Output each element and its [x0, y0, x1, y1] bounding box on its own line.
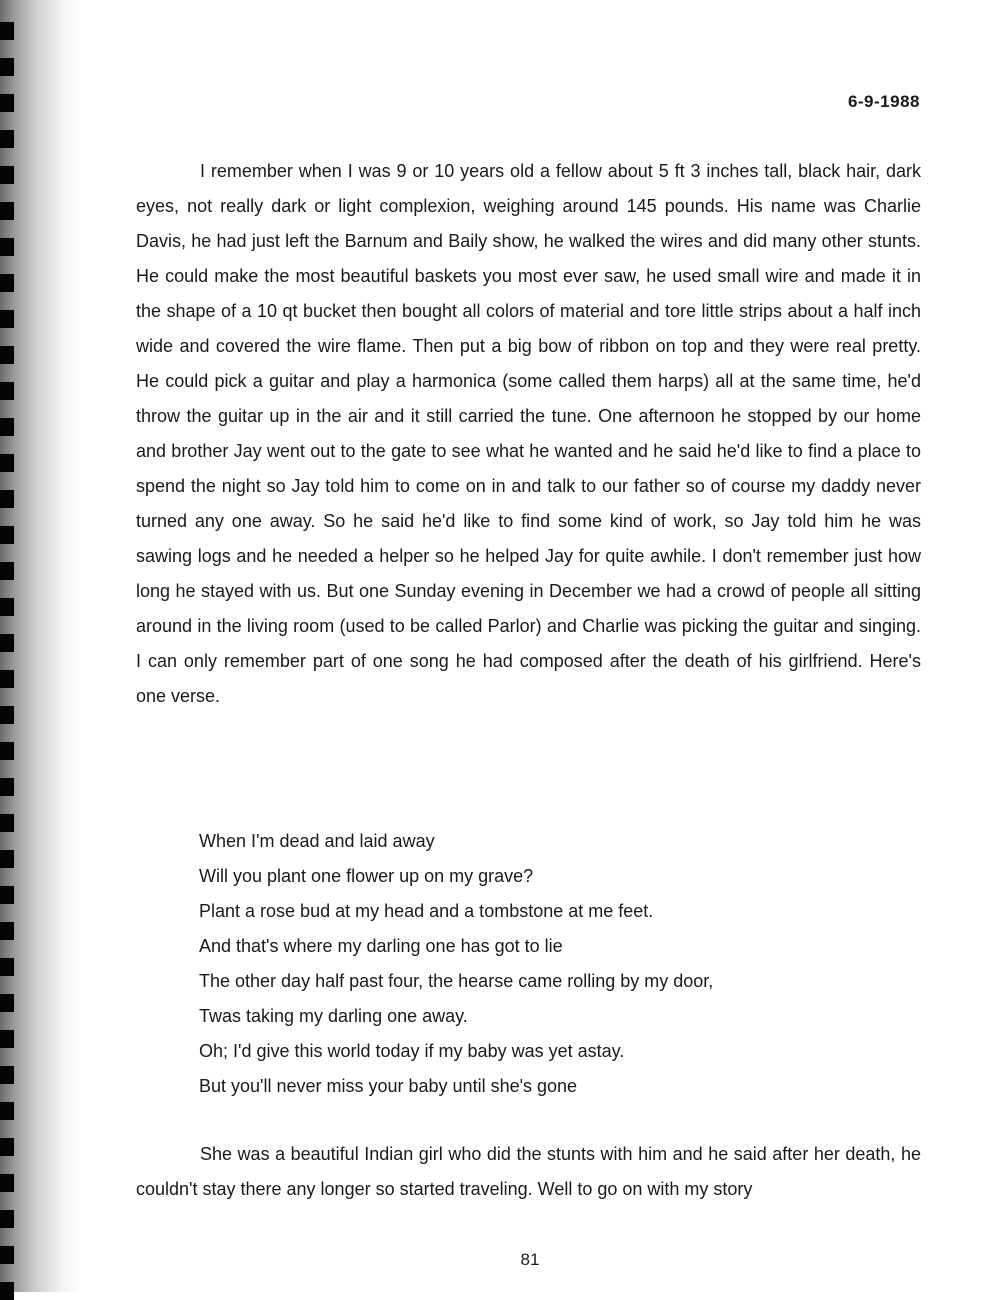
binding-hole	[0, 274, 14, 292]
verse-line: And that's where my darling one has got to lie	[199, 936, 563, 956]
binding-hole	[0, 1282, 14, 1300]
binding-hole	[0, 526, 14, 544]
binding-hole	[0, 562, 14, 580]
binding-hole	[0, 454, 14, 472]
binding-hole	[0, 202, 14, 220]
binding-hole	[0, 1210, 14, 1228]
binding-hole	[0, 814, 14, 832]
binding-hole	[0, 58, 14, 76]
binding-hole	[0, 598, 14, 616]
verse-line: Plant a rose bud at my head and a tombstone at me feet.	[199, 901, 654, 921]
binding-hole	[0, 490, 14, 508]
binding-hole	[0, 1138, 14, 1156]
binding-hole	[0, 850, 14, 868]
binding-hole	[0, 958, 14, 976]
binding-hole	[0, 166, 14, 184]
binding-hole	[0, 1102, 14, 1120]
page-date: 6-9-1988	[847, 92, 920, 111]
binding-hole	[0, 310, 14, 328]
binding-hole	[0, 634, 14, 652]
binding-hole	[0, 706, 14, 724]
verse-line: Will you plant one flower up on my grave?	[199, 866, 534, 886]
spiral-binding-edge	[0, 0, 80, 1292]
binding-hole	[0, 346, 14, 364]
binding-hole	[0, 922, 14, 940]
binding-hole	[0, 130, 14, 148]
binding-hole	[0, 886, 14, 904]
binding-hole	[0, 1174, 14, 1192]
binding-hole	[0, 1030, 14, 1048]
binding-hole	[0, 94, 14, 112]
verse-line: The other day half past four, the hearse came rolling by my door,	[199, 971, 714, 991]
binding-hole	[0, 994, 14, 1012]
paragraph-2: She was a beautiful Indian girl who did the stunts with him and he said after her death, he couldn't stay there any longer so started traveling. Well to go on with my story	[136, 1144, 921, 1199]
paragraph-1: I remember when I was 9 or 10 years old a fellow about 5 ft 3 inches tall, black hair, dark eyes, not really dark or light complexion, weighing around 145 pounds. His name was Charlie Davis, he had just left the Barnum and Baily show, he walked the wires and did many other stunts. He could make the most beautiful baskets you most ever saw, he used small wire and made it in the shape of a 10 qt bucket then bought all colors of material and tore little strips about a half inch wide and covered the wire flame. Then put a big bow of ribbon on top and they were real pretty. He could pick a guitar and play a harmonica (some called them harps) all at the same time, he'd throw the guitar up in the air and it still carried the tune. One afternoon he stopped by our home and brother Jay went out to the gate to see what he wanted and he said he'd like to find a place to spend the night so Jay told him to come on in and talk to our father so of course my daddy never turned any one away. So he said he'd like to find some kind of work, so Jay told him he was sawing logs and he needed a helper so he helped Jay for quite awhile. I don't remember just how long he stayed with us. But one Sunday evening in December we had a crowd of people all sitting around in the living room (used to be called Parlor) and Charlie was picking the guitar and singing. I can only remember part of one song he had composed after the death of his girlfriend. Here's one verse.	[136, 161, 921, 706]
verse-line: Twas taking my darling one away.	[199, 1006, 468, 1026]
binding-hole	[0, 418, 14, 436]
verse-line: When I'm dead and laid away	[199, 831, 435, 851]
binding-hole	[0, 382, 14, 400]
verse-line: Oh; I'd give this world today if my baby was yet astay.	[199, 1041, 625, 1061]
verse-line: But you'll never miss your baby until she's gone	[199, 1076, 578, 1096]
binding-hole	[0, 238, 14, 256]
binding-hole	[0, 778, 14, 796]
song-verse	[199, 824, 713, 1104]
binding-hole	[0, 742, 14, 760]
binding-hole	[0, 22, 14, 40]
page-number: 81	[520, 1250, 540, 1269]
binding-hole	[0, 670, 14, 688]
binding-hole	[0, 1066, 14, 1084]
